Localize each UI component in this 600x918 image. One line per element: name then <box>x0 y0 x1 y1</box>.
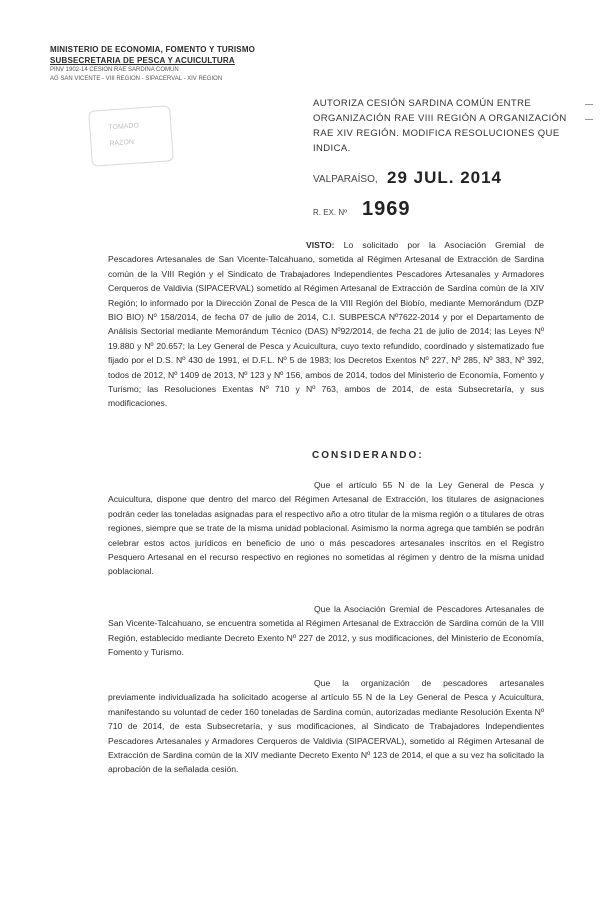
ministry-name: MINISTERIO DE ECONOMIA, FOMENTO Y TURISMO <box>50 45 256 54</box>
visto-label: VISTO: <box>306 240 335 250</box>
considerando-heading: CONSIDERANDO: <box>312 450 424 461</box>
considerando-paragraph-3: Que la organización de pescadores artesanales previamente individualizada ha solicitado acogerse al artículo 55 N de la Ley General de Pesca y Acuicultura, manifestando su voluntad de ceder 160 toneladas de Sardina común, autorizadas mediante Resolución Exenta Nº 710 de 2014, de esta Subsecretaría, y sus modificaciones, al Sindicato de Trabajadores Independientes Pescadores Artesanales y Armadores Cerqueros de Valdivia (SIPACERVAL), sometido al Régimen Artesanal de Extracción de Sardina común de la XIV mediante Decreto Exento Nº 123 de 2014, el que a su vez ha solicitado la aprobación de la señalada cesión. <box>108 678 544 775</box>
exento-label: R. EX. Nº <box>313 208 348 217</box>
subsecretaria-name: SUBSECRETARIA DE PESCA Y ACUICULTURA <box>50 56 235 65</box>
exento-number: 1969 <box>362 198 411 220</box>
visto-paragraph <box>108 238 544 411</box>
margin-mark <box>585 104 593 105</box>
reference-line-1: PINV 1902-14 CESION RAE SARDINA COMUN <box>50 67 179 73</box>
visto-text: Lo solicitado por la Asociación Gremial de Pescadores Artesanales de San Vicente-Talcahuano, sometida al Régimen Artesanal de Extracción de Sardina común de la VIII Región y el Sindicato de Trabajadores Independientes Pescadores Artesanales y Armadores Cerqueros de Valdivia (SIPACERVAL) sometido al Régimen Artesanal de Extracción de Sardina común de la XIV Región; lo informado por la Dirección Zonal de Pesca de la VIII Región del Biobío, mediante Memorándum (DZP BIO BIO) Nº 158/2014, de fecha 07 de julio de 2014, C.I. SUBPESCA Nº7622-2014 y por el Departamento de Análisis Sectorial mediante Memorándum Técnico (DAS) Nº92/2014, de fecha 21 de julio de 2014; las Leyes Nº 19.880 y Nº 20.657; la Ley General de Pesca y Acuicultura, cuyo texto refundido, coordinado y sistematizado fue fijado por el D.S. Nº 430 de 1991, el D.F.L. Nº 5 de 1983; los Decretos Exentos Nº 227, Nº 285, Nº 383, Nº 392, todos de 2012, Nº 1409 de 2013, Nº 123 y Nº 156, ambos de 2014, todos del Ministerio de Economía, Fomento y Turismo; las Resoluciones Exentas Nº 710 y Nº 763, ambos de 2014, de esta Subsecretaría, y sus modificaciones. <box>108 240 544 409</box>
margin-mark <box>585 119 593 120</box>
document-subject: AUTORIZA CESIÓN SARDINA COMÚN ENTRE ORGANIZACIÓN RAE VIII REGIÓN A ORGANIZACIÓN RAE XIV REGIÓN. MODIFICA RESOLUCIONES QUE INDICA. <box>313 98 567 154</box>
considerando-paragraph-1: Que el artículo 55 N de la Ley General de Pesca y Acuicultura, dispone que dentro del marco del Régimen Artesanal de Extracción, los titulares de asignaciones podrán ceder las toneladas asignadas para el respectivo año a otro titular de la misma región o a titulares de otras regiones, siempre que se trate de la misma unidad poblacional. Asimismo la norma agrega que también se podrán celebrar estos actos jurídicos en beneficio de uno o más pescadores artesanales inscritos en el Registro Pesquero Artesanal en el recurso respectivo en regiones no sometidas al régimen y dentro de la misma unidad poblacional. <box>108 480 544 577</box>
faded-stamp <box>88 105 174 167</box>
considerando-paragraph-2: Que la Asociación Gremial de Pescadores Artesanales de San Vicente-Talcahuano, se encuentra sometida al Régimen Artesanal de Extracción de Sardina común de la VIII Región, establecido mediante Decreto Exento Nº 227 de 2012, y sus modificaciones, del Ministerio de Economía, Fomento y Turismo. <box>108 604 544 658</box>
place-label: VALPARAÍSO, <box>313 174 378 185</box>
stamp-line-1: TOMADO <box>108 122 140 132</box>
reference-line-2: AG SAN VICENTE - VIII REGION - SIPACERVAL - XIV REGION <box>50 76 223 82</box>
issue-date: 29 JUL. 2014 <box>387 168 503 187</box>
stamp-line-2: RAZON <box>109 138 135 148</box>
letterhead <box>50 44 260 84</box>
